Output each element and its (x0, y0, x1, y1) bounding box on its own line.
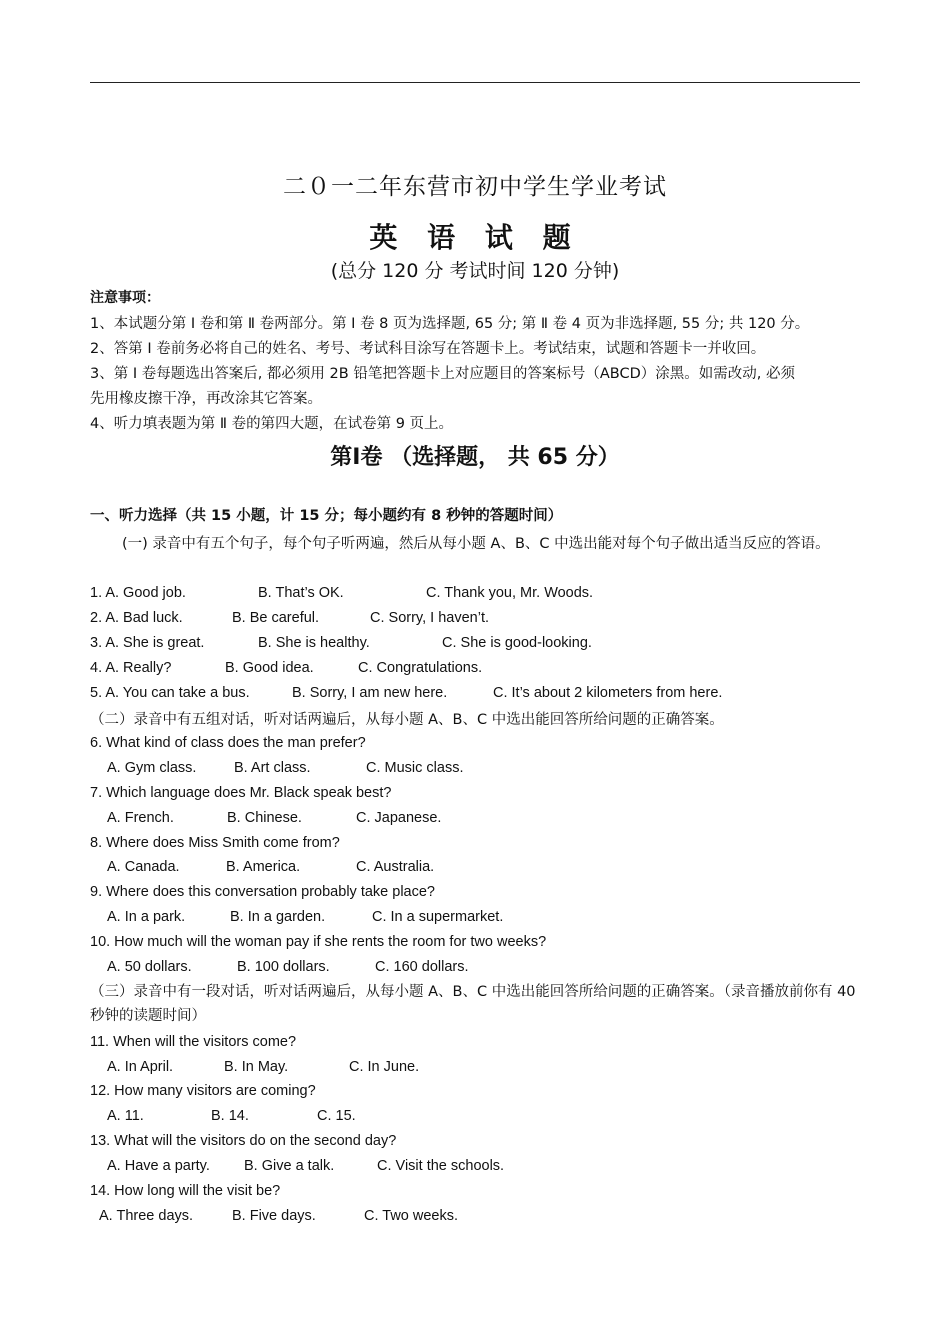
exam-meta: (总分 120 分 考试时间 120 分钟) (330, 260, 620, 282)
option-c: C. In June. (349, 1059, 420, 1075)
question-text: 9. Where does this conversation probably take place? (90, 884, 435, 900)
option-a: A. In April. (107, 1059, 174, 1075)
section-heading: 一、听力选择（共 15 小题，计 15 分；每小题约有 8 秒钟的答题时间） (90, 508, 563, 524)
note-item: 3、第 Ⅰ 卷每题选出答案后, 都必须用 2B 铅笔把答题卡上对应题目的答案标号（ABCD）涂黑。如需改动, 必须 (90, 366, 795, 382)
option-c: C. Sorry, I haven’t. (370, 610, 489, 626)
option-b: B. America. (226, 859, 301, 875)
section-intro: （二）录音中有五组对话，听对话两遍后，从每小题 A、B、C 中选出能回答所给问题的正确答案。 (90, 712, 724, 728)
part-title: 第Ⅰ卷 （选择题， 共 65 分） (330, 445, 620, 470)
notes-heading: 注意事项： (90, 290, 160, 306)
option-a: 1. A. Good job. (90, 585, 186, 601)
option-c: C. In a supermarket. (372, 909, 504, 925)
question-text: 6. What kind of class does the man prefer? (90, 735, 366, 751)
note-item: 4、听力填表题为第 Ⅱ 卷的第四大题，在试卷第 9 页上。 (90, 416, 454, 432)
note-item: 1、本试题分第 Ⅰ 卷和第 Ⅱ 卷两部分。第 Ⅰ 卷 8 页为选择题, 65 分; 第 Ⅱ 卷 4 页为非选择题, 55 分; 共 120 分。 (90, 316, 810, 332)
question-text: 8. Where does Miss Smith come from? (90, 835, 340, 851)
option-b: B. Be careful. (232, 610, 320, 626)
option-a: A. Three days. (99, 1208, 194, 1224)
option-a: A. In a park. (107, 909, 186, 925)
option-b: B. In May. (224, 1059, 289, 1075)
option-c: C. Visit the schools. (377, 1158, 505, 1174)
option-c: C. Japanese. (356, 810, 442, 826)
option-c: C. Australia. (356, 859, 435, 875)
note-item: 先用橡皮擦干净，再改涂其它答案。 (90, 391, 322, 407)
option-b: B. Art class. (234, 760, 311, 776)
option-c: C. Music class. (366, 760, 464, 776)
option-a: A. Have a party. (107, 1158, 210, 1174)
question-text: 12. How many visitors are coming? (90, 1083, 316, 1099)
option-b: B. That’s OK. (258, 585, 344, 601)
option-a: 5. A. You can take a bus. (90, 685, 250, 701)
option-b: B. Chinese. (227, 810, 302, 826)
option-b: B. 100 dollars. (237, 959, 330, 975)
option-b: B. She is healthy. (258, 635, 370, 651)
option-a: 4. A. Really? (90, 660, 172, 676)
option-c: C. 160 dollars. (375, 959, 469, 975)
option-b: B. Give a talk. (244, 1158, 335, 1174)
option-c: C. Thank you, Mr. Woods. (426, 585, 594, 601)
note-item: 2、答第 Ⅰ 卷前务必将自己的姓名、考号、考试科目涂写在答题卡上。考试结束，试题和答题卡一并收回。 (90, 341, 766, 357)
option-b: B. Sorry, I am new here. (292, 685, 448, 701)
option-a: A. 11. (107, 1108, 144, 1124)
question-text: 13. What will the visitors do on the second day? (90, 1133, 397, 1149)
option-a: A. Canada. (107, 859, 180, 875)
option-c: C. It’s about 2 kilometers from here. (493, 685, 723, 701)
section-intro: (一) 录音中有五个句子，每个句子听两遍，然后从每小题 A、B、C 中选出能对每个句子做出适当反应的答语。 (122, 536, 830, 552)
question-text: 7. Which language does Mr. Black speak best? (90, 785, 392, 801)
option-c: C. Congratulations. (358, 660, 483, 676)
question-text: 11. When will the visitors come? (90, 1034, 297, 1050)
exam-title: 二０一二年东营市初中学生学业考试 (283, 174, 667, 200)
option-b: B. In a garden. (230, 909, 326, 925)
option-a: A. 50 dollars. (107, 959, 192, 975)
question-text: 14. How long will the visit be? (90, 1183, 281, 1199)
option-a: 2. A. Bad luck. (90, 610, 183, 626)
question-text: 10. How much will the woman pay if she rents the room for two weeks? (90, 934, 547, 950)
option-c: C. Two weeks. (364, 1208, 459, 1224)
option-a: A. Gym class. (107, 760, 197, 776)
option-c: C. 15. (317, 1108, 356, 1124)
option-b: B. Five days. (232, 1208, 316, 1224)
option-c: C. She is good-looking. (442, 635, 592, 651)
section-intro: （三）录音中有一段对话，听对话两遍后，从每小题 A、B、C 中选出能回答所给问题的正确答案。（录音播放前你有 40 秒钟的读题时间） (90, 984, 856, 1024)
header-rule (90, 82, 860, 83)
option-a: A. French. (107, 810, 174, 826)
option-b: B. 14. (211, 1108, 249, 1124)
option-b: B. Good idea. (225, 660, 314, 676)
option-a: 3. A. She is great. (90, 635, 205, 651)
subject-title: 英 语 试 题 (369, 221, 581, 254)
